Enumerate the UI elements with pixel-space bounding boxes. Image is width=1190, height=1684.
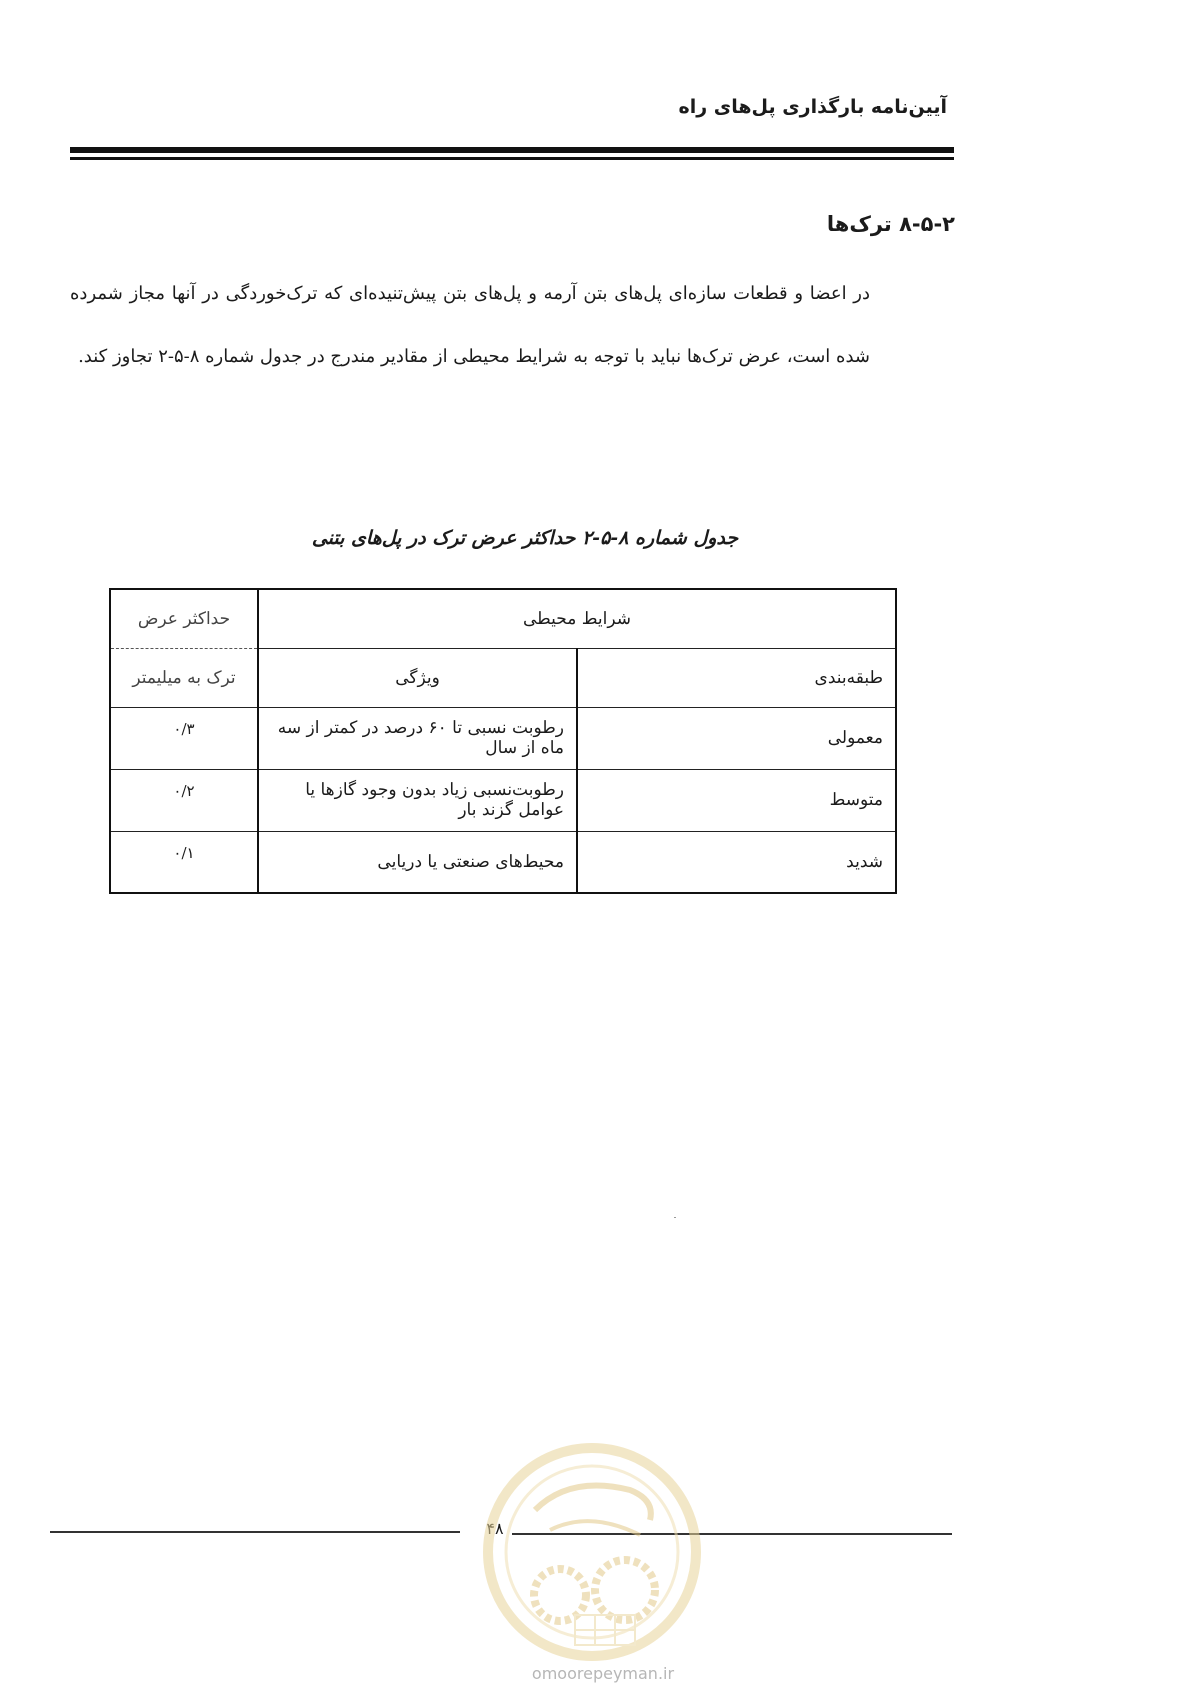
environment-header: شرایط محیطی bbox=[258, 589, 896, 648]
classification-header: طبقه‌بندی bbox=[577, 648, 896, 707]
table-row bbox=[110, 707, 896, 769]
feature-header: ویژگی bbox=[258, 648, 577, 707]
value-cell: ۰/۳ bbox=[110, 707, 258, 769]
feature-cell: رطوبت نسبی تا ۶۰ درصد در کمتر از سه ماه از سال bbox=[258, 707, 577, 769]
running-header: آیین‌نامه بارگذاری پل‌های راه bbox=[678, 96, 947, 118]
stray-dot bbox=[674, 1217, 676, 1218]
page-number: ۴۸ bbox=[486, 1519, 504, 1538]
value-cell: ۰/۱ bbox=[110, 831, 258, 893]
table-row bbox=[110, 831, 896, 893]
crack-width-table bbox=[109, 588, 897, 894]
watermark-seal-logo bbox=[480, 1440, 705, 1665]
header-rule-thin bbox=[70, 157, 954, 160]
class-cell: شدید bbox=[577, 831, 896, 893]
feature-cell: رطوبت‌نسبی زیاد بدون وجود گازها یا عوامل گزند بار bbox=[258, 769, 577, 831]
section-paragraph: در اعضا و قطعات سازه‌ای پل‌های بتن آرمه و پل‌های بتن پیش‌تنیده‌ای که ترک‌خوردگی در آنها مجاز شمرده شده است، عرض ترک‌ها نباید با توجه به شرایط محیطی از مقادیر مندرج در جدول شماره ۸-۵-۲ تجاوز کند. bbox=[70, 283, 870, 367]
feature-cell: محیط‌های صنعتی یا دریایی bbox=[258, 831, 577, 893]
header-rule-thick bbox=[70, 147, 954, 153]
class-cell: متوسط bbox=[577, 769, 896, 831]
max-width-header-line2: ترک به میلیمتر bbox=[110, 648, 258, 707]
table-caption: جدول شماره ۸-۵-۲ حداکثر عرض ترک در پل‌های بتنی bbox=[311, 527, 739, 549]
max-width-header-line1: حداکثر عرض bbox=[137, 608, 231, 629]
footer-rule-left bbox=[50, 1531, 460, 1533]
class-cell: معمولی bbox=[577, 707, 896, 769]
table-row bbox=[110, 769, 896, 831]
watermark-site: omoorepeyman.ir bbox=[531, 1664, 675, 1683]
section-heading: ۸-۵-۲ ترک‌ها bbox=[826, 212, 955, 236]
value-cell: ۰/۲ bbox=[110, 769, 258, 831]
